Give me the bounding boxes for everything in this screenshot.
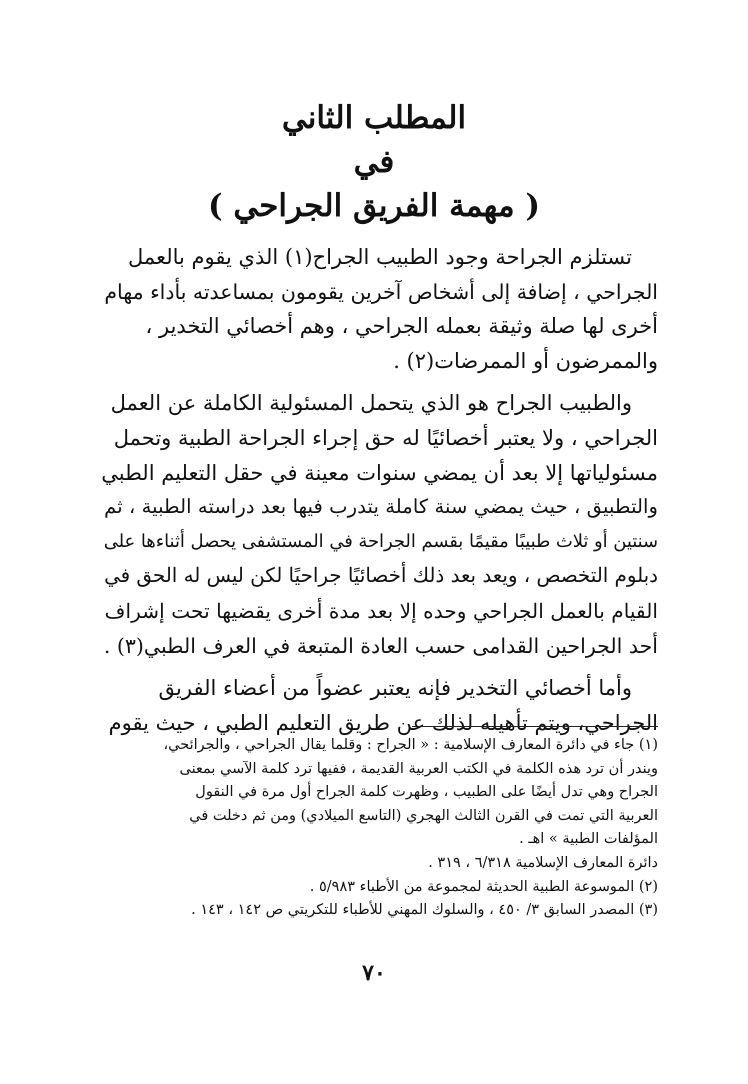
- paragraph-line: تستلزم الجراحة وجود الطبيب الجراح(١) الذي يقوم بالعمل: [128, 245, 632, 269]
- paragraph-line: والطبيب الجراح هو الذي يتحمل المسئولية الكاملة عن العمل: [110, 391, 632, 416]
- paragraph-line: والتطبيق ، حيث يمضي سنة كاملة يتدرب فيها بعد دراسته الطبية ، ثم: [104, 495, 658, 519]
- paragraph-line: دبلوم التخصص ، ويعد بعد ذلك أخصائيًا جراحيًا لكن ليس له الحق في: [104, 564, 658, 588]
- footnote-line: (١) جاء في دائرة المعارف الإسلامية : « الجراح : وقلما يقال الجراحي ، والجرائحي،: [163, 737, 658, 753]
- paragraph-line: القيام بالعمل الجراحي وحده إلا بعد مدة أخرى يقضيها تحت إشراف: [104, 598, 658, 623]
- page-number: ٧٠: [362, 960, 386, 986]
- heading-line-2: في: [353, 144, 395, 180]
- paragraph-line: أحد الجراحين القدامى حسب العادة المتبعة في العرف الطبي(٣) .: [103, 633, 658, 658]
- footnote-1: [94, 734, 658, 876]
- paragraph-3: [98, 671, 658, 740]
- paragraph-line: وأما أخصائي التخدير فإنه يعتبر عضواً من أعضاء الفريق: [158, 676, 632, 701]
- paragraph-line: الجراحي، ويتم تأهيله لذلك عن طريق التعليم الطبي ، حيث يقوم: [108, 710, 658, 735]
- footnote-line: المؤلفات الطبية » اهـ .: [519, 831, 658, 848]
- section-heading: [0, 96, 748, 228]
- paragraph-line: والممرضون أو الممرضات(٢) .: [393, 348, 658, 373]
- paragraph-line: الجراحي ، إضافة إلى أشخاص آخرين يقومون بمساعدته بأداء مهام: [104, 279, 658, 304]
- footnote-line: (٢) الموسوعة الطبية الحديثة لمجموعة من الأطباء ٥/٩٨٣ .: [309, 878, 658, 895]
- heading-line-1: المطلب الثاني: [281, 100, 467, 136]
- footnote-2: [94, 876, 658, 900]
- footnotes: [94, 734, 658, 923]
- paragraph-line: أخرى لها صلة وثيقة بعمله الجراحي ، وهم أخصائي التخدير ،: [145, 314, 658, 339]
- paragraph-line: سنتين أو ثلاث طبيبًا مقيمًا بقسم الجراحة في المستشفى يحصل أثناءها على: [103, 530, 658, 552]
- footnote-line: دائرة المعارف الإسلامية ٦/٣١٨ ، ٣١٩ .: [428, 854, 658, 871]
- footnote-line: ويندر أن ترد هذه الكلمة في الكتب العربية القديمة ، ففيها ترد كلمة الآسي بمعنى: [179, 760, 658, 777]
- footnote-3: [94, 899, 658, 923]
- paragraph-2: [98, 386, 658, 663]
- body-text: [98, 240, 658, 748]
- heading-line-3: ( مهمة الفريق الجراحي ): [207, 188, 541, 224]
- paragraph-line: مسئولياتها إلا بعد أن يمضي سنوات معينة في حقل التعليم الطبي: [101, 460, 658, 485]
- paragraph-line: الجراحي ، ولا يعتبر أخصائيًا له حق إجراء الجراحة الطبية وتحمل: [113, 425, 658, 450]
- paragraph-1: [98, 240, 658, 378]
- footnote-line: (٣) المصدر السابق ٣/ ٤٥٠ ، والسلوك المهني للأطباء للتكريتي ص ١٤٢ ، ١٤٣ .: [191, 902, 658, 919]
- footnote-line: الجراح وهي تدل أيضًا على الطبيب ، وظهرت كلمة الجراح أول مرة في النقول: [195, 784, 658, 801]
- footnote-line: العربية التي تمت في القرن الثالث الهجري (التاسع الميلادي) ومن ثم دخلت في: [189, 807, 658, 824]
- footnote-divider: [412, 726, 658, 727]
